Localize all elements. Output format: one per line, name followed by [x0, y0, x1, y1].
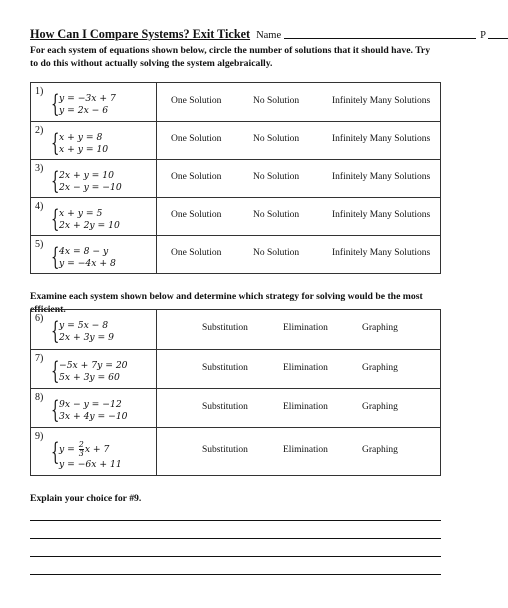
- system-cell: [31, 83, 157, 122]
- equation-1: [59, 441, 122, 458]
- equation-1: x + y = 8: [59, 132, 103, 143]
- equation-2: y = 2x − 6: [59, 104, 109, 116]
- answer-option[interactable]: Infinitely Many Solutions: [332, 210, 431, 220]
- options-cell: [157, 160, 441, 198]
- answer-line[interactable]: [30, 520, 441, 521]
- options-cell: [157, 428, 441, 476]
- equation-2: y = −4x + 8: [59, 257, 116, 269]
- problem-number: 3): [35, 163, 44, 174]
- brace-symbol: {: [51, 129, 60, 157]
- period-blank[interactable]: [488, 38, 508, 39]
- answer-line[interactable]: [30, 574, 441, 575]
- brace-symbol: {: [51, 396, 60, 424]
- brace-symbol: {: [51, 438, 60, 466]
- table-row: [31, 310, 441, 350]
- system-cell: [31, 160, 157, 198]
- equation-system: [51, 205, 120, 233]
- system-cell: [31, 122, 157, 160]
- section1-instructions: For each system of equations shown below, circle the number of solutions that it should have. Try to do this without actually solving the system algebraically.: [30, 45, 431, 69]
- worksheet-title-line: [30, 27, 508, 42]
- equation-2: 3x + 4y = −10: [59, 410, 128, 422]
- problem-number: 7): [35, 353, 44, 364]
- answer-option[interactable]: One Solution: [171, 134, 222, 144]
- table-row: [31, 160, 441, 198]
- name-blank[interactable]: [284, 38, 476, 39]
- period-label: P: [480, 30, 486, 41]
- answer-option[interactable]: No Solution: [253, 248, 300, 258]
- equation-system: [51, 396, 128, 424]
- equation-system: [51, 167, 122, 195]
- brace-symbol: {: [51, 243, 60, 271]
- brace-symbol: {: [51, 357, 60, 385]
- answer-option[interactable]: Infinitely Many Solutions: [332, 95, 431, 106]
- problem-number: 6): [35, 313, 44, 324]
- problem-number: 2): [35, 125, 44, 136]
- name-label: Name: [256, 30, 282, 41]
- equation-system: [51, 90, 116, 118]
- problem-number: 1): [35, 86, 44, 97]
- equation-2: x + y = 10: [59, 143, 109, 155]
- strategy-table: [30, 309, 441, 476]
- brace-symbol: {: [51, 167, 60, 195]
- equation-2: 5x + 3y = 60: [59, 371, 120, 383]
- equation-1: 2x + y = 10: [59, 170, 114, 181]
- explain-prompt: Explain your choice for #9.: [30, 493, 142, 504]
- answer-option[interactable]: Substitution: [202, 445, 248, 455]
- table-row: [31, 428, 441, 476]
- equation-system: [51, 438, 122, 471]
- equation-2: y = −6x + 11: [59, 459, 122, 470]
- problem-number: 8): [35, 392, 44, 403]
- fraction-numerator: 2: [78, 440, 84, 449]
- brace-symbol: {: [51, 317, 60, 345]
- equation-system: [51, 317, 114, 345]
- options-cell: [157, 83, 441, 122]
- answer-line[interactable]: [30, 538, 441, 539]
- options-cell: [157, 198, 441, 236]
- brace-symbol: {: [51, 90, 60, 118]
- equation-system: [51, 243, 116, 271]
- fraction-denominator: 3: [78, 449, 84, 458]
- options-cell: [157, 350, 441, 389]
- system-cell: [31, 428, 157, 476]
- page-title: How Can I Compare Systems? Exit Ticket: [30, 27, 251, 41]
- answer-option[interactable]: Elimination: [283, 401, 328, 412]
- answer-option[interactable]: Elimination: [283, 323, 328, 333]
- equation-2: 2x − y = −10: [59, 181, 122, 193]
- answer-option[interactable]: Infinitely Many Solutions: [332, 172, 431, 182]
- equation-1-part: y =: [59, 444, 78, 455]
- equation-1-part: x + 7: [84, 444, 110, 455]
- problem-number: 5): [35, 239, 44, 250]
- equation-1: x + y = 5: [59, 208, 103, 219]
- answer-option[interactable]: Elimination: [283, 362, 328, 373]
- equation-1: y = −3x + 7: [59, 93, 116, 104]
- options-cell: [157, 122, 441, 160]
- table-row: [31, 389, 441, 428]
- table-row: [31, 83, 441, 122]
- answer-option[interactable]: Substitution: [202, 362, 248, 373]
- fraction: [79, 441, 84, 458]
- equation-system: [51, 129, 109, 157]
- system-cell: [31, 198, 157, 236]
- answer-option[interactable]: No Solution: [253, 210, 300, 220]
- options-cell: [157, 310, 441, 350]
- options-cell: [157, 389, 441, 428]
- equation-1: 4x = 8 − y: [59, 246, 109, 257]
- answer-option[interactable]: Elimination: [283, 445, 328, 455]
- answer-option[interactable]: Infinitely Many Solutions: [332, 134, 431, 144]
- answer-option[interactable]: Graphing: [362, 445, 398, 455]
- table-row: [31, 350, 441, 389]
- system-cell: [31, 389, 157, 428]
- answer-option[interactable]: One Solution: [171, 210, 222, 220]
- equation-1: y = 5x − 8: [59, 320, 109, 331]
- answer-option[interactable]: No Solution: [253, 134, 300, 144]
- equation-2: 2x + 2y = 10: [59, 219, 120, 231]
- answer-option[interactable]: No Solution: [253, 172, 300, 182]
- table-row: [31, 198, 441, 236]
- answer-option[interactable]: Infinitely Many Solutions: [332, 248, 431, 258]
- equation-1: 9x − y = −12: [59, 399, 122, 410]
- system-cell: [31, 310, 157, 350]
- brace-symbol: {: [51, 205, 60, 233]
- answer-line[interactable]: [30, 556, 441, 557]
- answer-option[interactable]: One Solution: [171, 172, 222, 182]
- problem-number: 9): [35, 431, 44, 442]
- answer-option[interactable]: Substitution: [202, 401, 248, 412]
- system-cell: [31, 236, 157, 274]
- section2-instructions: Examine each system shown below and determine which strategy for solving would be the most efficient.: [30, 291, 423, 315]
- answer-option[interactable]: One Solution: [171, 248, 222, 258]
- answer-option[interactable]: One Solution: [171, 95, 222, 106]
- table-row: [31, 122, 441, 160]
- solutions-table: [30, 82, 441, 274]
- table-row: [31, 236, 441, 274]
- equation-system: [51, 357, 128, 385]
- answer-option[interactable]: Graphing: [362, 362, 398, 373]
- problem-number: 4): [35, 201, 44, 212]
- answer-option[interactable]: Graphing: [362, 323, 398, 333]
- equation-1: −5x + 7y = 20: [59, 360, 128, 371]
- options-cell: [157, 236, 441, 274]
- answer-option[interactable]: No Solution: [253, 95, 300, 106]
- system-cell: [31, 350, 157, 389]
- answer-option[interactable]: Graphing: [362, 401, 398, 412]
- answer-option[interactable]: Substitution: [202, 323, 248, 333]
- equation-2: 2x + 3y = 9: [59, 331, 114, 343]
